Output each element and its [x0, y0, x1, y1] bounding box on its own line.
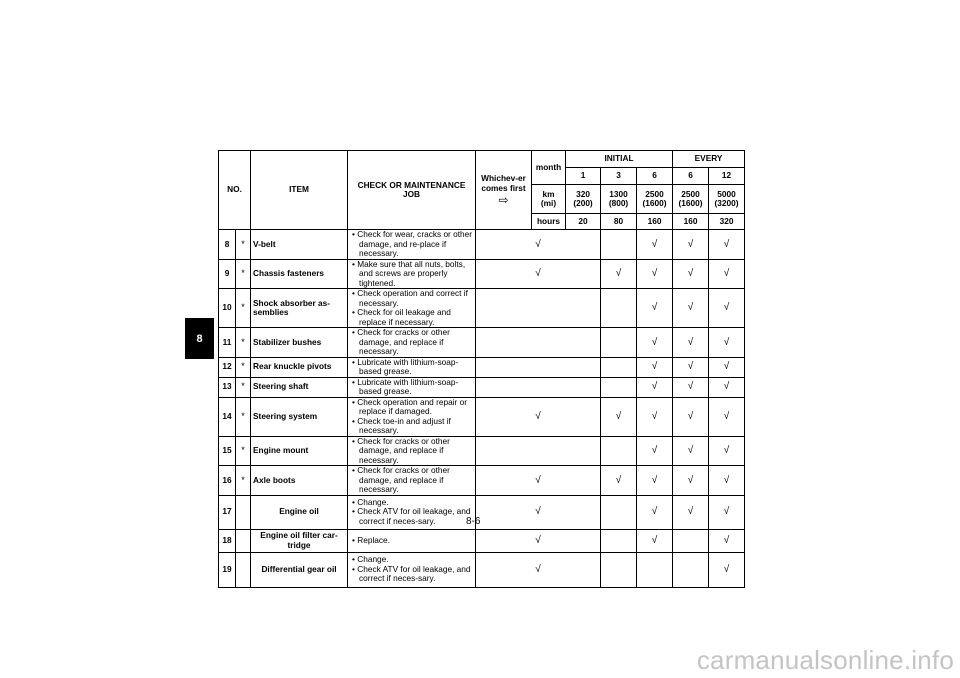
maintenance-table	[218, 150, 745, 588]
check-mark-icon: √	[709, 466, 745, 496]
maintenance-rows	[219, 230, 745, 588]
job-bullet: • Check for wear, cracks or other damage, and re-place if necessary.	[352, 229, 473, 258]
item-name: Steering shaft	[251, 377, 348, 397]
check-mark-icon: √	[637, 357, 673, 377]
check-mark-icon: √	[476, 259, 601, 289]
job-bullet: • Check ATV for oil leakage, and correct if neces-sary.	[352, 563, 471, 584]
check-mark-icon: √	[476, 397, 601, 436]
job-description	[348, 552, 476, 587]
job-description	[348, 397, 476, 436]
table-row	[219, 495, 745, 529]
table-row	[219, 357, 745, 377]
dealer-service-mark	[236, 495, 251, 529]
month-value: 3	[601, 168, 637, 185]
check-mark-icon: √	[476, 495, 601, 529]
check-mark-icon: √	[601, 397, 637, 436]
check-mark-icon: √	[476, 466, 601, 496]
check-mark-icon: √	[673, 495, 709, 529]
month-value: 6	[637, 168, 673, 185]
row-number: 18	[219, 529, 236, 552]
check-mark-icon: √	[637, 495, 673, 529]
item-name: Engine mount	[251, 436, 348, 466]
table-row	[219, 230, 745, 260]
check-mark-icon: √	[673, 230, 709, 260]
check-mark-icon: √	[709, 259, 745, 289]
dealer-service-mark: *	[236, 289, 251, 328]
item-name: Stabilizer bushes	[251, 328, 348, 358]
hours-value: 320	[709, 214, 745, 230]
table-row	[219, 552, 745, 587]
month-value: 6	[673, 168, 709, 185]
item-name: Differential gear oil	[251, 552, 348, 587]
item-name: Steering system	[251, 397, 348, 436]
km-value: 2500 (1600)	[637, 185, 673, 214]
job-bullet: • Lubricate with lithium-soap-based grease.	[352, 357, 459, 376]
check-mark-icon: √	[637, 397, 673, 436]
check-mark-icon: √	[673, 259, 709, 289]
empty-interval-cell	[601, 552, 637, 587]
job-description	[348, 377, 476, 397]
job-description	[348, 230, 476, 260]
km-value: 320 (200)	[566, 185, 601, 214]
item-name: Axle boots	[251, 466, 348, 496]
check-mark-icon: √	[709, 436, 745, 466]
row-number: 14	[219, 397, 236, 436]
empty-interval-cell	[476, 436, 601, 466]
check-mark-icon: √	[637, 289, 673, 328]
km-value: 2500 (1600)	[673, 185, 709, 214]
item-name: Rear knuckle pivots	[251, 357, 348, 377]
empty-interval-cell	[601, 289, 637, 328]
check-mark-icon: √	[637, 529, 673, 552]
right-arrow-icon: ⇨	[498, 193, 509, 207]
job-bullet: • Check for cracks or other damage, and replace if necessary.	[352, 436, 450, 465]
row-number: 9	[219, 259, 236, 289]
check-mark-icon: √	[709, 495, 745, 529]
dealer-service-mark: *	[236, 328, 251, 358]
dealer-service-mark: *	[236, 230, 251, 260]
check-mark-icon: √	[673, 377, 709, 397]
header-hours-label: hours	[532, 214, 566, 230]
item-name: V-belt	[251, 230, 348, 260]
page-number: 8-6	[466, 516, 481, 527]
empty-interval-cell	[601, 328, 637, 358]
job-description	[348, 357, 476, 377]
month-value: 1	[566, 168, 601, 185]
check-mark-icon: √	[476, 529, 601, 552]
hours-value: 80	[601, 214, 637, 230]
item-name: Chassis fasteners	[251, 259, 348, 289]
check-mark-icon: √	[673, 289, 709, 328]
check-mark-icon: √	[601, 466, 637, 496]
empty-interval-cell	[673, 552, 709, 587]
empty-interval-cell	[476, 328, 601, 358]
item-name: Shock absorber as-semblies	[251, 289, 348, 328]
empty-interval-cell	[673, 529, 709, 552]
check-mark-icon: √	[709, 289, 745, 328]
dealer-service-mark: *	[236, 466, 251, 496]
header-whichever	[476, 151, 532, 230]
table-row	[219, 377, 745, 397]
header-km-label: km (mi)	[532, 185, 566, 214]
job-description	[348, 436, 476, 466]
check-mark-icon: √	[673, 436, 709, 466]
check-mark-icon: √	[673, 397, 709, 436]
km-value: 1300 (800)	[601, 185, 637, 214]
table-row	[219, 289, 745, 328]
job-description	[348, 495, 476, 529]
table-row	[219, 259, 745, 289]
header-initial: INITIAL	[566, 151, 673, 168]
dealer-service-mark: *	[236, 377, 251, 397]
row-number: 17	[219, 495, 236, 529]
empty-interval-cell	[476, 357, 601, 377]
hours-value: 160	[637, 214, 673, 230]
job-bullet: • Replace.	[352, 534, 390, 545]
check-mark-icon: √	[476, 552, 601, 587]
km-value: 5000 (3200)	[709, 185, 745, 214]
job-description	[348, 529, 476, 552]
empty-interval-cell	[601, 230, 637, 260]
check-mark-icon: √	[673, 466, 709, 496]
row-number: 13	[219, 377, 236, 397]
table-row	[219, 328, 745, 358]
job-description	[348, 289, 476, 328]
job-bullet: • Check operation and repair or replace if damaged.	[352, 397, 467, 416]
table-row	[219, 529, 745, 552]
empty-interval-cell	[601, 529, 637, 552]
job-description	[348, 328, 476, 358]
check-mark-icon: √	[709, 230, 745, 260]
dealer-service-mark	[236, 529, 251, 552]
item-name: Engine oil filter car-tridge	[251, 529, 348, 552]
empty-interval-cell	[476, 377, 601, 397]
dealer-service-mark: *	[236, 259, 251, 289]
row-number: 15	[219, 436, 236, 466]
job-bullet: • Make sure that all nuts, bolts, and screws are properly tightened.	[352, 259, 466, 288]
header-job: CHECK OR MAINTENANCE JOB	[348, 151, 476, 230]
row-number: 12	[219, 357, 236, 377]
job-bullet: • Check ATV for oil leakage, and correct if neces-sary.	[352, 506, 471, 526]
row-number: 19	[219, 552, 236, 587]
check-mark-icon: √	[476, 230, 601, 260]
table-row	[219, 466, 745, 496]
job-bullet: • Change.	[352, 496, 389, 507]
check-mark-icon: √	[673, 328, 709, 358]
job-bullet: • Lubricate with lithium-soap-based grease.	[352, 377, 459, 396]
empty-interval-cell	[637, 552, 673, 587]
table-row	[219, 397, 745, 436]
dealer-service-mark: *	[236, 357, 251, 377]
row-number: 10	[219, 289, 236, 328]
check-mark-icon: √	[637, 436, 673, 466]
check-mark-icon: √	[637, 230, 673, 260]
header-month-label: month	[532, 151, 566, 185]
watermark-text: carmanualsonline.info	[696, 645, 954, 675]
check-mark-icon: √	[709, 377, 745, 397]
empty-interval-cell	[601, 377, 637, 397]
check-mark-icon: √	[637, 328, 673, 358]
job-description	[348, 259, 476, 289]
job-bullet: • Check for cracks or other damage, and replace if necessary.	[352, 327, 450, 356]
check-mark-icon: √	[601, 259, 637, 289]
job-bullet: • Check toe-in and adjust if necessary.	[352, 415, 451, 435]
job-bullet: • Change.	[352, 554, 389, 565]
job-bullet: • Check operation and correct if necessary.	[352, 288, 468, 308]
empty-interval-cell	[476, 289, 601, 328]
row-number: 8	[219, 230, 236, 260]
hours-value: 160	[673, 214, 709, 230]
dealer-service-mark: *	[236, 436, 251, 466]
table-row	[219, 436, 745, 466]
check-mark-icon: √	[673, 357, 709, 377]
row-number: 11	[219, 328, 236, 358]
check-mark-icon: √	[709, 552, 745, 587]
header-item: ITEM	[251, 151, 348, 230]
empty-interval-cell	[601, 495, 637, 529]
job-bullet: • Check for cracks or other damage, and replace if necessary.	[352, 465, 450, 494]
month-value: 12	[709, 168, 745, 185]
check-mark-icon: √	[637, 259, 673, 289]
header-every: EVERY	[673, 151, 745, 168]
check-mark-icon: √	[709, 328, 745, 358]
item-name: Engine oil	[251, 495, 348, 529]
dealer-service-mark	[236, 552, 251, 587]
check-mark-icon: √	[709, 397, 745, 436]
dealer-service-mark: *	[236, 397, 251, 436]
check-mark-icon: √	[637, 466, 673, 496]
check-mark-icon: √	[709, 357, 745, 377]
job-description	[348, 466, 476, 496]
header-no: NO.	[219, 151, 251, 230]
job-bullet: • Check for oil leakage and replace if necessary.	[352, 307, 451, 327]
check-mark-icon: √	[709, 529, 745, 552]
row-number: 16	[219, 466, 236, 496]
check-mark-icon: √	[637, 377, 673, 397]
empty-interval-cell	[601, 436, 637, 466]
empty-interval-cell	[601, 357, 637, 377]
chapter-tab: 8	[185, 318, 214, 359]
whichever-label: Whichev-er comes first	[481, 173, 526, 193]
hours-value: 20	[566, 214, 601, 230]
